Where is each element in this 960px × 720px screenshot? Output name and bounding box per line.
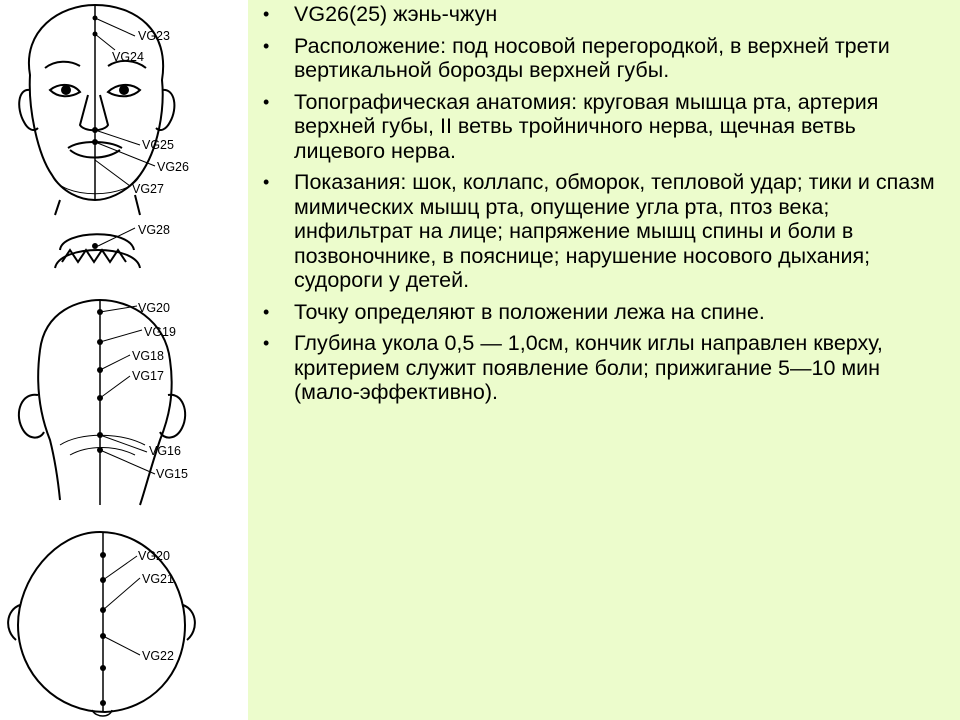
- bullet-text: Топографическая анатомия: круговая мышца рта, артерия верхней губы, II ветвь тройничного нерва, щечная ветвь лицевого нерва.: [294, 89, 879, 163]
- head-diagrams: [0, 0, 248, 720]
- label-vg21: VG21: [142, 572, 174, 586]
- label-vg17: VG17: [132, 369, 164, 383]
- bullet-title: [258, 2, 948, 27]
- label-vg22: VG22: [142, 649, 174, 663]
- label-vg24: VG24: [112, 50, 144, 64]
- text-panel: [248, 0, 960, 720]
- bullet-anatomy: [258, 90, 948, 164]
- bullet-dot-icon: •: [263, 91, 270, 112]
- label-vg20-top: VG20: [138, 549, 170, 563]
- back-labels: [132, 301, 188, 481]
- bullet-dot-icon: •: [263, 35, 270, 56]
- bullet-dot-icon: •: [263, 333, 270, 353]
- bullet-dot-icon: •: [263, 172, 270, 192]
- bullet-text: Расположение: под носовой перегородкой, в верхней трети вертикальной борозды верхней губы.: [294, 33, 890, 82]
- label-vg16: VG16: [149, 444, 181, 458]
- label-vg20-back: VG20: [138, 301, 170, 315]
- bullet-text: Глубина укола 0,5 — 1,0см, кончик иглы направлен кверху, критерием служит появление боли; прижигание 5—10 мин (мало-эффективно).: [294, 331, 883, 404]
- bullet-text: Показания: шок, коллапс, обморок, тепловой удар; тики и спазм мимических мышц рта, опущение угла рта, птоз века; инфильтрат на лице; напряжение мышц спины и боли в позвоночнике, в пояснице; нарушение носового дыхания; судороги у детей.: [294, 170, 935, 292]
- label-vg15: VG15: [156, 467, 188, 481]
- bullet-location: [258, 34, 948, 83]
- bullet-text: VG26(25) жэнь-чжун: [294, 2, 498, 26]
- bullet-dot-icon: •: [263, 4, 270, 24]
- label-vg27: VG27: [132, 182, 164, 196]
- label-vg18: VG18: [132, 349, 164, 363]
- bullet-dot-icon: •: [263, 301, 270, 322]
- label-vg28: VG28: [138, 223, 170, 237]
- bullet-list: [258, 2, 948, 412]
- top-labels: [138, 549, 174, 663]
- bullet-depth: [258, 331, 948, 405]
- label-vg23: VG23: [138, 29, 170, 43]
- bullet-text: Точку определяют в положении лежа на спине.: [294, 299, 765, 324]
- acupoint-figure-panel: [0, 0, 248, 720]
- label-vg19: VG19: [144, 325, 176, 339]
- bullet-indications: [258, 170, 948, 293]
- bullet-position: [258, 300, 948, 325]
- label-vg25: VG25: [142, 138, 174, 152]
- label-vg26: VG26: [157, 160, 189, 174]
- front-labels: [112, 29, 189, 237]
